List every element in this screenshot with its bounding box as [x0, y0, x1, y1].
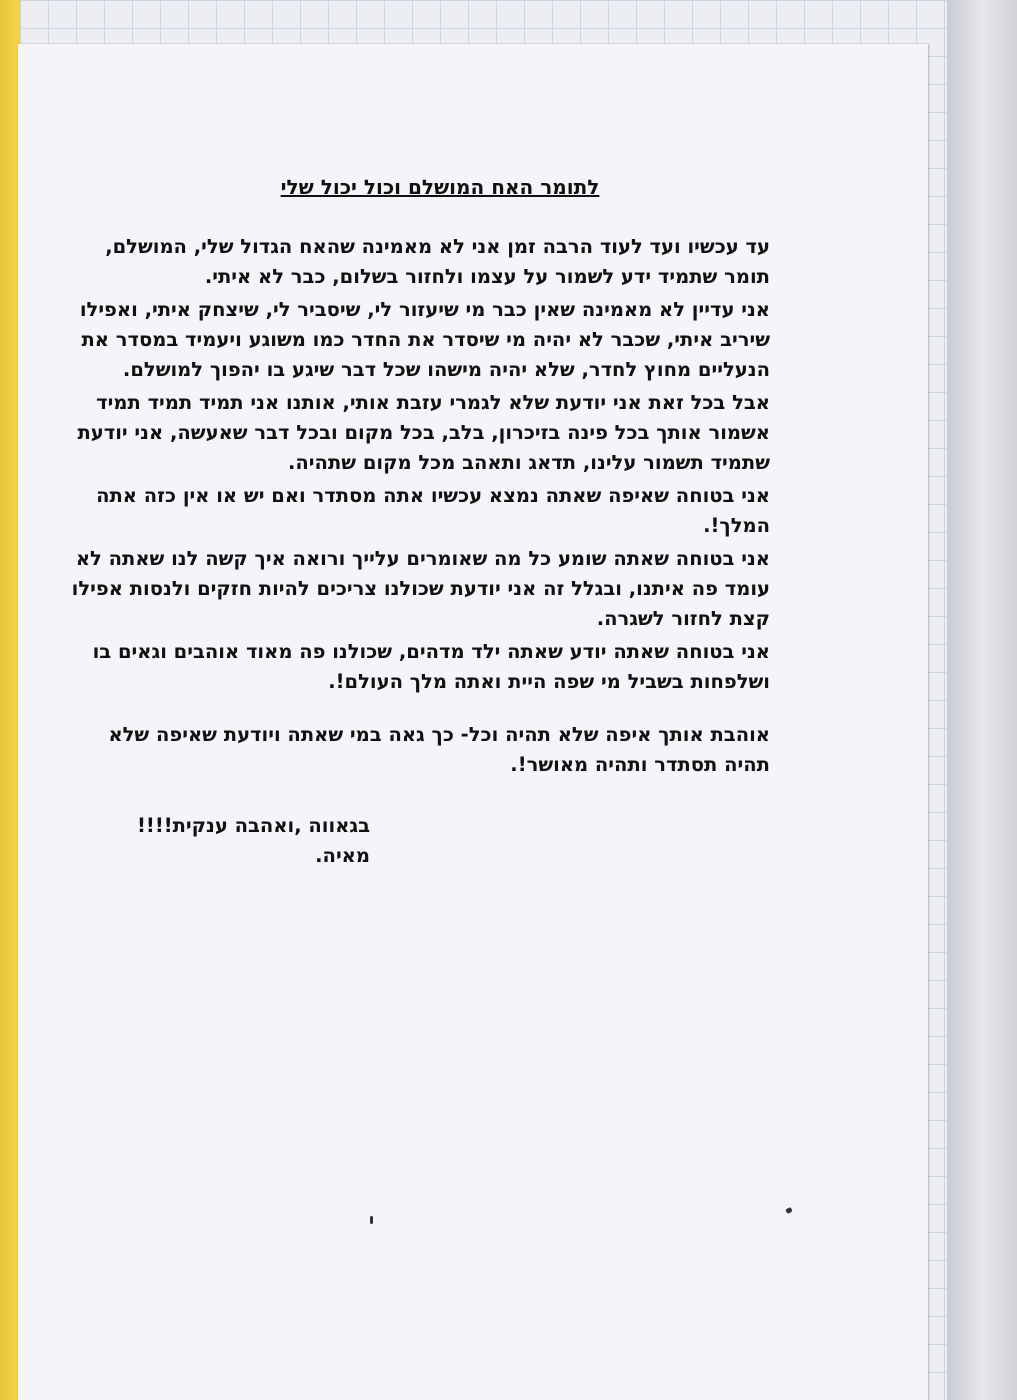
page-edge-shadow — [947, 0, 1017, 1400]
closing-paragraph: אוהבת אותך איפה שלא תהיה וכל- כך גאה במי שאתה ויודעת שאיפה שלא תהיה תסתדר ותהיה מאושר!. — [108, 723, 770, 776]
signoff-name: מאיה. — [315, 844, 370, 867]
paragraph-4: אני בטוחה שאיפה שאתה נמצא עכשיו אתה מסתדר ואם יש או אין כזה אתה המלך!. — [96, 484, 770, 537]
printed-letter-sheet — [18, 44, 928, 1400]
paragraph-1: עד עכשיו ועד לעוד הרבה זמן אני לא מאמינה שהאח הגדול שלי, המושלם, תומר שתמיד ידע לשמור על עצמו ולחזור בשלום, כבר לא איתי. — [105, 235, 770, 288]
ink-speck — [785, 1207, 793, 1214]
paragraph-6 — [70, 637, 770, 697]
ink-speck — [370, 1216, 373, 1224]
paragraph-3: אבל בכל זאת אני יודעת שלא לגמרי עזבת אותי, אותנו אני תמיד תמיד תמיד אשמור אותך בכל פינה בזיכרון, בלב, בכל מקום ובכל דבר שאעשה, אני יודעת שתמיד תשמור עלינו, תדאג ותאהב מכל מקום שתהיה. — [77, 391, 770, 474]
paragraph-6-emphasis: מלך העולם! — [335, 670, 447, 693]
paragraph-2: אני עדיין לא מאמינה שאין כבר מי שיעזור לי, שיסביר לי, שיצחק איתי, ואפילו שיריב איתי, שכבר לא יהיה מי שיסדר את החדר כמו משוגע ויעמיד במסדר את הנעליים מחוץ לחדר, שלא יהיה מישהו שכל דבר שיגע בו יהפוך למושלם. — [79, 298, 770, 381]
paragraph-6-text: אני בטוחה שאתה יודע שאתה ילד מדהים, שכולנו פה מאוד אוהבים וגאים בו ושלפחות בשביל מי שפה היית ואתה — [92, 640, 770, 693]
letter-title: לתומר האח המושלם וכול יכול שלי — [280, 175, 600, 199]
letter-body — [70, 172, 770, 871]
paragraph-5: אני בטוחה שאתה שומע כל מה שאומרים עלייך ורואה איך קשה לנו שאתה לא עומד פה איתנו, ובגלל זה אני יודעת שכולנו צריכים להיות חזקים ולנסות אפילו קצת לחזור לשגרה. — [71, 547, 770, 630]
signoff-line-1: בגאווה ,ואהבה ענקית!!!! — [137, 814, 370, 837]
paragraph-6-end: . — [328, 670, 336, 693]
